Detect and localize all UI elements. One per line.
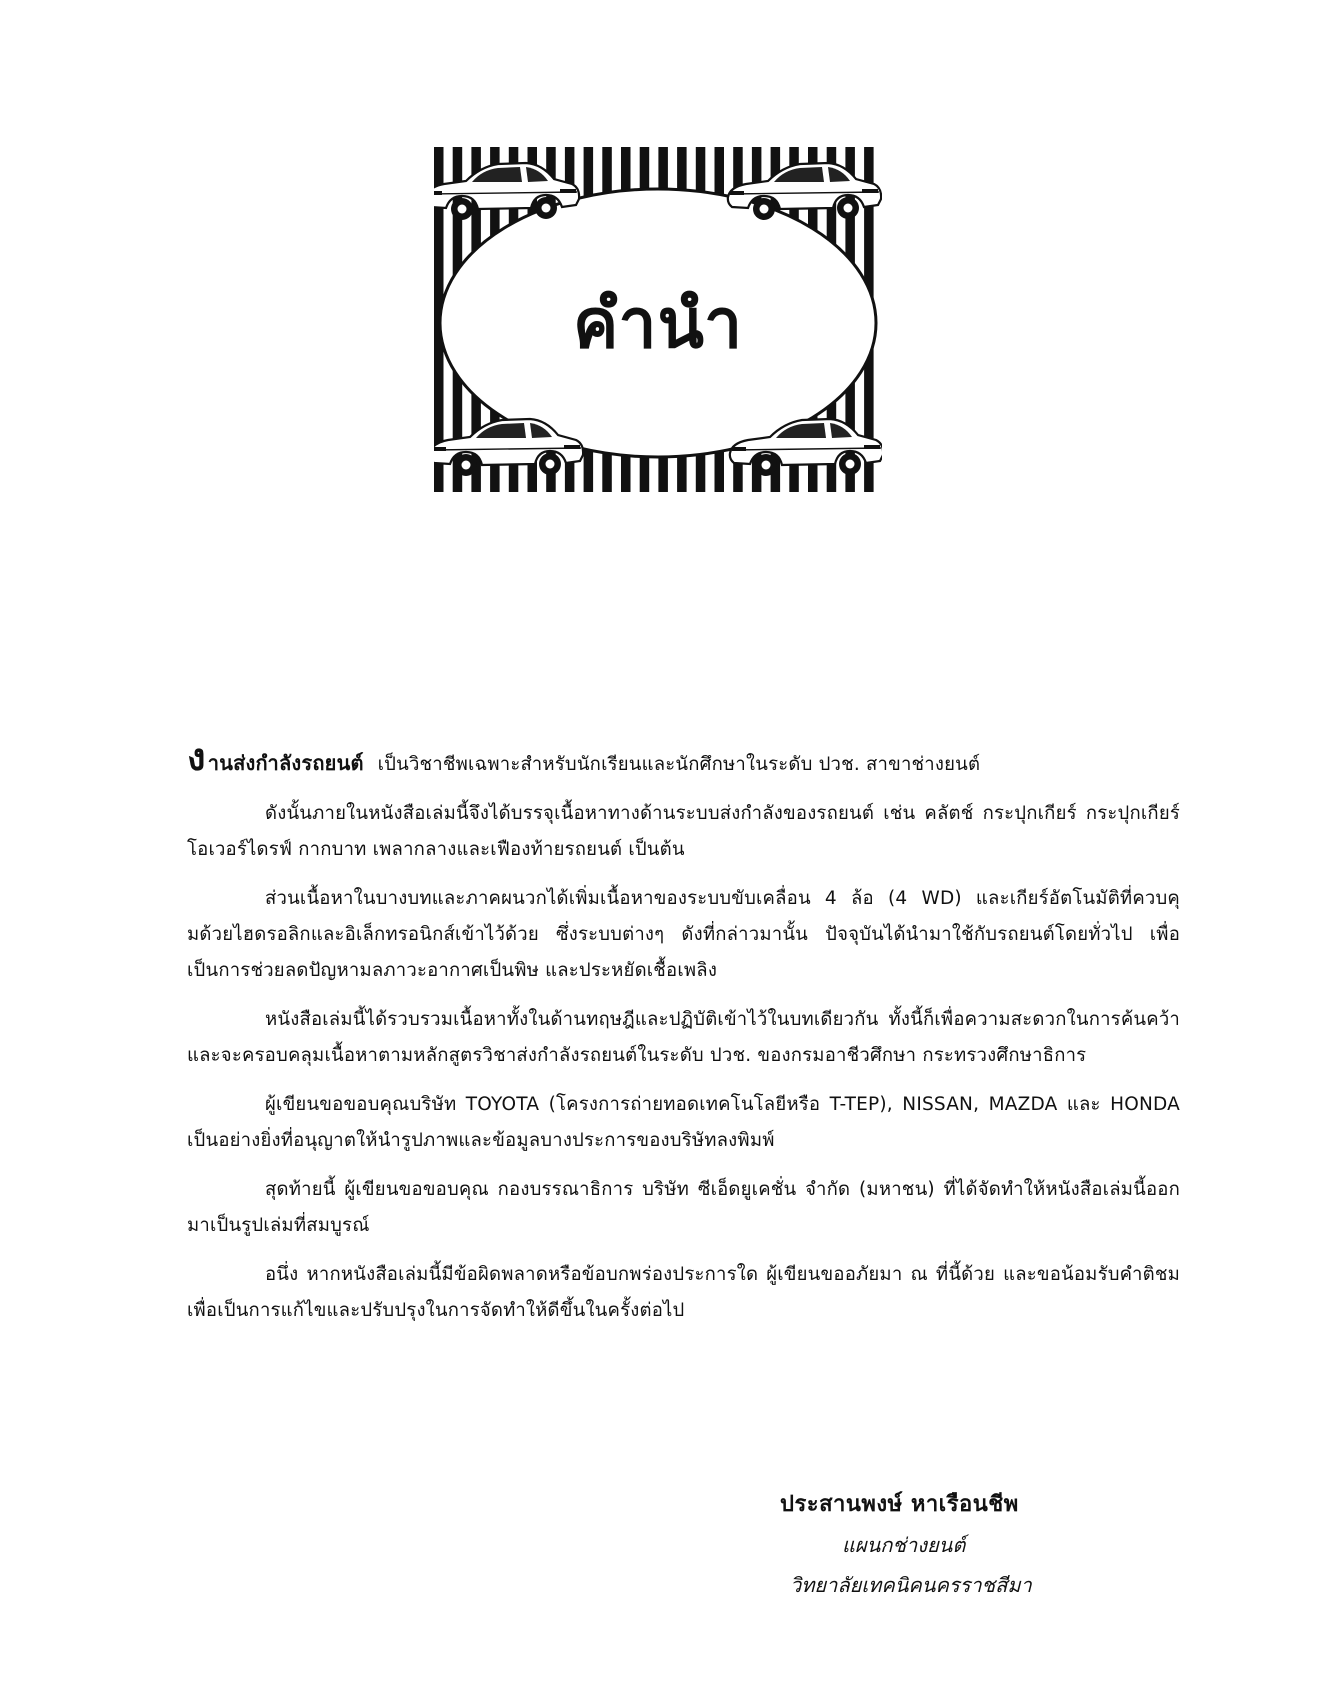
intro-subject: านส่งกำลังรถยนต์ bbox=[207, 751, 364, 775]
intro-paragraph bbox=[187, 735, 1180, 783]
paragraph: ผู้เขียนขอขอบคุณบริษัท TOYOTA (โครงการถ่ายทอดเทคโนโลยีหรือ T-TEP), NISSAN, MAZDA และ HONDA เป็นอย่างยิ่งที่อนุญาตให้นำรูปภาพและข้อมูลบางประการของบริษัทลงพิมพ์ bbox=[187, 1094, 1180, 1151]
paragraph: ส่วนเนื้อหาในบางบทและภาคผนวกได้เพิ่มเนื้อหาของระบบขับเคลื่อน 4 ล้อ (4 WD) และเกียร์อัตโนมัติที่ควบคุมด้วยไฮดรอลิกและอิเล็กทรอนิกส์เข้าไว้ด้วย ซึ่งระบบต่างๆ ดังที่กล่าวมานั้น ปัจจุบันได้นำมาใช้กับรถยนต์โดยทั่วไป เพื่อเป็นการช่วยลดปัญหามลภาวะอากาศเป็นพิษ และประหยัดเชื้อเพลิง bbox=[187, 888, 1180, 981]
paragraph: ดังนั้นภายในหนังสือเล่มนี้จึงได้บรรจุเนื้อหาทางด้านระบบส่งกำลังของรถยนต์ เช่น คลัตช์ กระปุกเกียร์ กระปุกเกียร์โอเวอร์ไดรฟ์ กากบาท เพลากลางและเฟืองท้ายรถยนต์ เป็นต้น bbox=[187, 803, 1180, 860]
author-name: ประสานพงษ์ หาเรือนชีพ bbox=[780, 1492, 1019, 1517]
author-college: วิทยาลัยเทคนิคนครราชสีมา bbox=[790, 1573, 1032, 1597]
author-department: แผนกช่างยนต์ bbox=[842, 1533, 966, 1557]
page-title: คำนำ bbox=[572, 284, 744, 364]
paragraph: หนังสือเล่มนี้ได้รวบรวมเนื้อหาทั้งในด้านทฤษฎีและปฏิบัติเข้าไว้ในบทเดียวกัน ทั้งนี้ก็เพื่อความสะดวกในการค้นคว้า และจะครอบคลุมเนื้อหาตามหลักสูตรวิชาส่งกำลังรถยนต์ในระดับ ปวช. ของกรมอาชีวศึกษา กระทรวงศึกษาธิการ bbox=[187, 1009, 1180, 1066]
paragraph: สุดท้ายนี้ ผู้เขียนขอขอบคุณ กองบรรณาธิการ บริษัท ซีเอ็ดยูเคชั่น จำกัด (มหาชน) ที่ได้จัดทำให้หนังสือเล่มนี้ออกมาเป็นรูปเล่มที่สมบูรณ์ bbox=[187, 1179, 1180, 1236]
preface-body bbox=[187, 735, 1180, 1342]
intro-text: เป็นวิชาชีพเฉพาะสำหรับนักเรียนและนักศึกษาในระดับ ปวช. สาขาช่างยนต์ bbox=[377, 754, 981, 775]
paragraph: อนึ่ง หากหนังสือเล่มนี้มีข้อผิดพลาดหรือข้อบกพร่องประการใด ผู้เขียนขออภัยมา ณ ที่นี้ด้วย และขอน้อมรับคำติชมเพื่อเป็นการแก้ไขและปรับปรุงในการจัดทำให้ดีขึ้นในครั้งต่อไป bbox=[187, 1264, 1180, 1321]
drop-cap: ง bbox=[187, 735, 206, 779]
signature-block bbox=[780, 1485, 1120, 1605]
title-frame bbox=[434, 147, 882, 492]
